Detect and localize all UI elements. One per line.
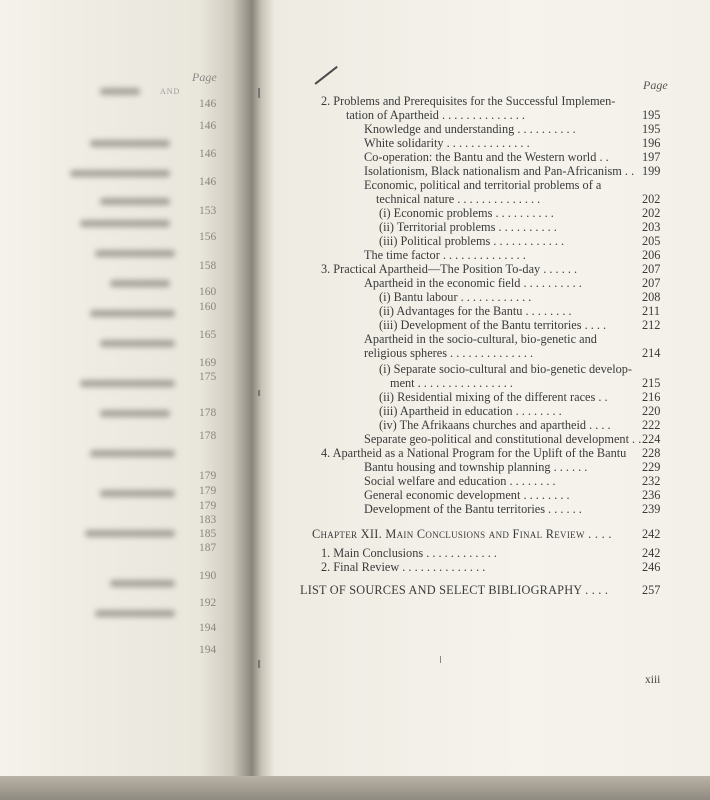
- left-page-number: 178: [199, 430, 217, 442]
- toc-page-number: 197: [642, 150, 661, 164]
- toc-page-number: 216: [642, 390, 661, 404]
- right-page: [275, 0, 710, 776]
- toc-entry: Apartheid in the economic field . . . . . . . . . .: [364, 276, 582, 290]
- toc-entry: 2. Final Review . . . . . . . . . . . . . .: [321, 560, 486, 574]
- toc-entry: The time factor . . . . . . . . . . . . . .: [364, 248, 526, 262]
- toc-page-number: 222: [642, 418, 661, 432]
- toc-entry: Apartheid in the socio-cultural, bio-genetic and: [364, 332, 597, 346]
- toc-page-number: 196: [642, 136, 661, 150]
- toc-page-number: 224: [642, 432, 661, 446]
- toc-entry: Co-operation: the Bantu and the Western world . .: [364, 150, 609, 164]
- toc-entry: (ii) Residential mixing of the different races . .: [379, 390, 608, 404]
- page-folio: xiii: [645, 674, 661, 686]
- left-page-number: 156: [199, 231, 217, 243]
- paper-speck: [440, 656, 441, 663]
- toc-entry: 3. Practical Apartheid—The Position To-day . . . . . .: [321, 262, 578, 276]
- toc-entry: (ii) Territorial problems . . . . . . . . . .: [379, 220, 557, 234]
- left-page-number: 153: [199, 205, 217, 217]
- toc-page-number: 242: [642, 527, 661, 541]
- toc-entry: (iii) Political problems . . . . . . . . . . . .: [379, 234, 565, 248]
- bibliography-heading: LIST OF SOURCES AND SELECT BIBLIOGRAPHY . . . .: [300, 583, 609, 597]
- toc-page-number: 207: [642, 262, 661, 276]
- left-page-number: 183: [199, 514, 217, 526]
- toc-page-number: 229: [642, 460, 661, 474]
- toc-entry: 2. Problems and Prerequisites for the Successful Implemen-: [321, 94, 616, 108]
- toc-page-number: 206: [642, 248, 661, 262]
- left-page-number: 194: [199, 622, 217, 634]
- toc-page-number: 202: [642, 206, 661, 220]
- toc-page-number: 211: [642, 304, 660, 318]
- left-page: [0, 0, 250, 776]
- toc-entry: ment . . . . . . . . . . . . . . . .: [390, 376, 513, 390]
- left-page-number: 185: [199, 528, 217, 540]
- left-page-number: 169: [199, 357, 217, 369]
- toc-page-number: 205: [642, 234, 661, 248]
- gutter-mark: [258, 88, 260, 98]
- toc-entry: (iv) The Afrikaans churches and apartheid . . . .: [379, 418, 611, 432]
- toc-entry: Social welfare and education . . . . . . . .: [364, 474, 556, 488]
- left-page-number: 179: [199, 500, 217, 512]
- left-page-number: 160: [199, 286, 217, 298]
- toc-entry: Economic, political and territorial problems of a: [364, 178, 602, 192]
- toc-page-number: 214: [642, 346, 661, 360]
- toc-page-number: 228: [642, 446, 661, 460]
- toc-page-number: 220: [642, 404, 661, 418]
- left-page-number: 192: [199, 597, 217, 609]
- toc-page-number: 203: [642, 220, 661, 234]
- toc-entry: (iii) Development of the Bantu territories . . . .: [379, 318, 607, 332]
- left-page-number: 160: [199, 301, 217, 313]
- toc-entry: (ii) Advantages for the Bantu . . . . . . . .: [379, 304, 572, 318]
- toc-entry: Knowledge and understanding . . . . . . . . . .: [364, 122, 576, 136]
- left-page-number: 158: [199, 260, 217, 272]
- toc-entry: (iii) Apartheid in education . . . . . . . .: [379, 404, 562, 418]
- gutter-mark: [258, 660, 260, 668]
- toc-entry: Separate geo-political and constitutional development . .: [364, 432, 642, 446]
- toc-page-number: 236: [642, 488, 661, 502]
- toc-page-number: 199: [642, 164, 661, 178]
- toc-page-number: 232: [642, 474, 661, 488]
- left-page-number: 187: [199, 542, 217, 554]
- toc-entry: Isolationism, Black nationalism and Pan-Africanism . .: [364, 164, 635, 178]
- left-page-number: 146: [199, 148, 217, 160]
- left-page-number: 165: [199, 329, 217, 341]
- left-page-number: 190: [199, 570, 217, 582]
- left-page-label: Page: [192, 70, 217, 84]
- left-page-number: 194: [199, 644, 217, 656]
- chapter-heading: Chapter XII. Main Conclusions and Final Review . . . .: [312, 527, 612, 541]
- blurred-left-text: [0, 80, 180, 680]
- toc-entry: White solidarity . . . . . . . . . . . . . .: [364, 136, 530, 150]
- left-page-number: 146: [199, 120, 217, 132]
- scanner-bottom-edge: [0, 776, 710, 800]
- toc-page-number: 239: [642, 502, 661, 516]
- toc-entry: Development of the Bantu territories . . . . . .: [364, 502, 582, 516]
- toc-page-number: 207: [642, 276, 661, 290]
- toc-page-number: 195: [642, 122, 661, 136]
- pen-strike-mark: [315, 66, 338, 84]
- left-and-fragment: AND: [160, 87, 181, 96]
- toc-entry: (i) Economic problems . . . . . . . . . .: [379, 206, 554, 220]
- toc-page-number: 212: [642, 318, 661, 332]
- toc-entry: (i) Bantu labour . . . . . . . . . . . .: [379, 290, 532, 304]
- toc-page-number: 202: [642, 192, 661, 206]
- toc-entry: religious spheres . . . . . . . . . . . . . .: [364, 346, 534, 360]
- toc-page-number: 257: [642, 583, 661, 597]
- page-column-label: Page: [643, 78, 668, 92]
- gutter-mark: [258, 390, 260, 396]
- toc-entry: (i) Separate socio-cultural and bio-genetic develop-: [379, 362, 633, 376]
- toc-entry: 4. Apartheid as a National Program for the Uplift of the Bantu: [321, 446, 627, 460]
- toc-entry: tation of Apartheid . . . . . . . . . . . . . .: [346, 108, 525, 122]
- toc-page-number: 242: [642, 546, 661, 560]
- left-page-number: 178: [199, 407, 217, 419]
- toc-page-number: 195: [642, 108, 661, 122]
- left-page-number: 146: [199, 176, 217, 188]
- left-page-number: 146: [199, 98, 217, 110]
- toc-page-number: 246: [642, 560, 661, 574]
- toc-entry: Bantu housing and township planning . . . . . .: [364, 460, 588, 474]
- toc-page-number: 215: [642, 376, 661, 390]
- left-page-number: 175: [199, 371, 217, 383]
- toc-entry: 1. Main Conclusions . . . . . . . . . . . .: [321, 546, 497, 560]
- toc-page-number: 208: [642, 290, 661, 304]
- toc-entry: General economic development . . . . . . . .: [364, 488, 570, 502]
- toc-entry: technical nature . . . . . . . . . . . . . .: [376, 192, 541, 206]
- left-page-number: 179: [199, 470, 217, 482]
- left-page-number: 179: [199, 485, 217, 497]
